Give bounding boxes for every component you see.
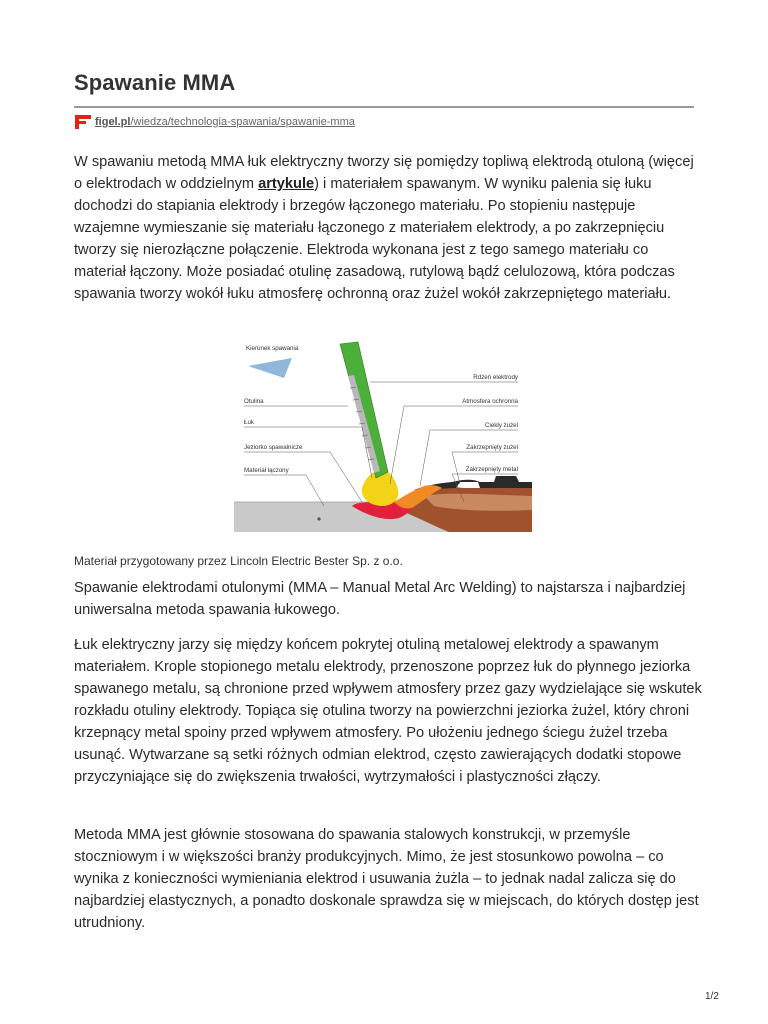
- welding-diagram: [234, 336, 532, 542]
- intro-text-end: ) i materiałem spawanym. W wyniku palenia się łuku dochodzi do stapiania elektrody i brzegów łączonego materiału. Po stopieniu następuje wzajemne wymieszanie się materiału łączonego z materiałem elektrody, a po zakrzepnięciu tworzy się nierozłączne połączenie. Elektroda wykonana jest z tego samego materiału co materiał łączony. Może posiadać otulinę zasadową, rutylową bądź celulozową, która podczas spawania tworzy wokół łuku atmosferę ochronną oraz żużel wokół zakrzepniętego materiału.: [74, 176, 675, 302]
- title-divider: [74, 106, 694, 108]
- label-base-material: Materiał łączony: [244, 467, 289, 474]
- intro-paragraph: [74, 151, 704, 305]
- paragraph-2: Łuk elektryczny jarzy się między końcem pokrytej otuliną metalowej elektrody a spawanym materiałem. Krople stopionego metalu elektrody, przenoszone poprzez łuk do płynnego jeziorka spawanego metalu, są chronione przed wpływem atmosfery przez gazy wydzielające się wskutek rozkładu otuliny elektrody. Topiąca się otulina tworzy na powierzchni jeziorka żużel, który chroni krzepnący metal spoiny przed wpływem atmosfery. Po ułożeniu jednego ściegu żużel trzeba usunąć. Wytwarzane są setki różnych odmian elektrod, często zawierających dodatki stopowe przyczyniające się do zwiększenia trwałości, wytrzymałości i plastyczności złączy.: [74, 637, 702, 785]
- paragraph-3: Metoda MMA jest głównie stosowana do spawania stalowych konstrukcji, w przemyśle stoczniowym i w większości branży produkcyjnych. Mimo, że jest stosunkowo powolna – co wynika z konieczności wymieniania elektrod i usuwania żużla – to jednak nadal zalicza się do najbardziej elastycznych, a ponadto doskonale sprawdza się w miejscach, do których dostęp jest utrudniony.: [74, 827, 699, 931]
- source-line: [74, 114, 355, 130]
- direction-arrow-icon: [248, 358, 292, 378]
- page-title: Spawanie MMA: [74, 70, 236, 95]
- intro-text-start: W spawaniu metodą MMA łuk elektryczny tworzy się pomiędzy topliwą elektrodą otuloną (więcej o elektrodach w oddzielnym: [74, 154, 694, 192]
- label-liquid-slag: Ciekły żużel: [484, 422, 518, 429]
- label-direction: Kierunek spawania: [246, 345, 299, 352]
- paragraph-1: Spawanie elektrodami otulonymi (MMA – Manual Metal Arc Welding) to najstarsza i najbardziej uniwersalna metoda spawania łukowego.: [74, 580, 686, 618]
- label-solidified-metal: Zakrzepnięty metal: [465, 466, 518, 473]
- source-domain-link[interactable]: figel.pl: [95, 116, 131, 128]
- article-link[interactable]: artykule: [258, 176, 315, 192]
- label-electrode-core: Rdzeń elektrody: [473, 374, 518, 381]
- label-coating: Otulina: [244, 398, 264, 405]
- figure-caption: Materiał przygotowany przez Lincoln Electric Bester Sp. z o.o.: [74, 554, 403, 568]
- source-path-link[interactable]: /wiedza/technologia-spawania/spawanie-mma: [130, 116, 355, 128]
- figel-logo-icon: [74, 114, 92, 130]
- page-number: 1/2: [705, 991, 719, 1002]
- label-shielding-atmosphere: Atmosfera ochronna: [462, 398, 518, 405]
- label-arc: Łuk: [244, 419, 254, 426]
- label-solidified-slag: Zakrzepnięty żużel: [466, 444, 518, 451]
- label-weld-pool: Jeziorko spawalnicze: [244, 444, 303, 451]
- welding-diagram-svg: [234, 336, 532, 542]
- electrode-coating: [340, 342, 388, 478]
